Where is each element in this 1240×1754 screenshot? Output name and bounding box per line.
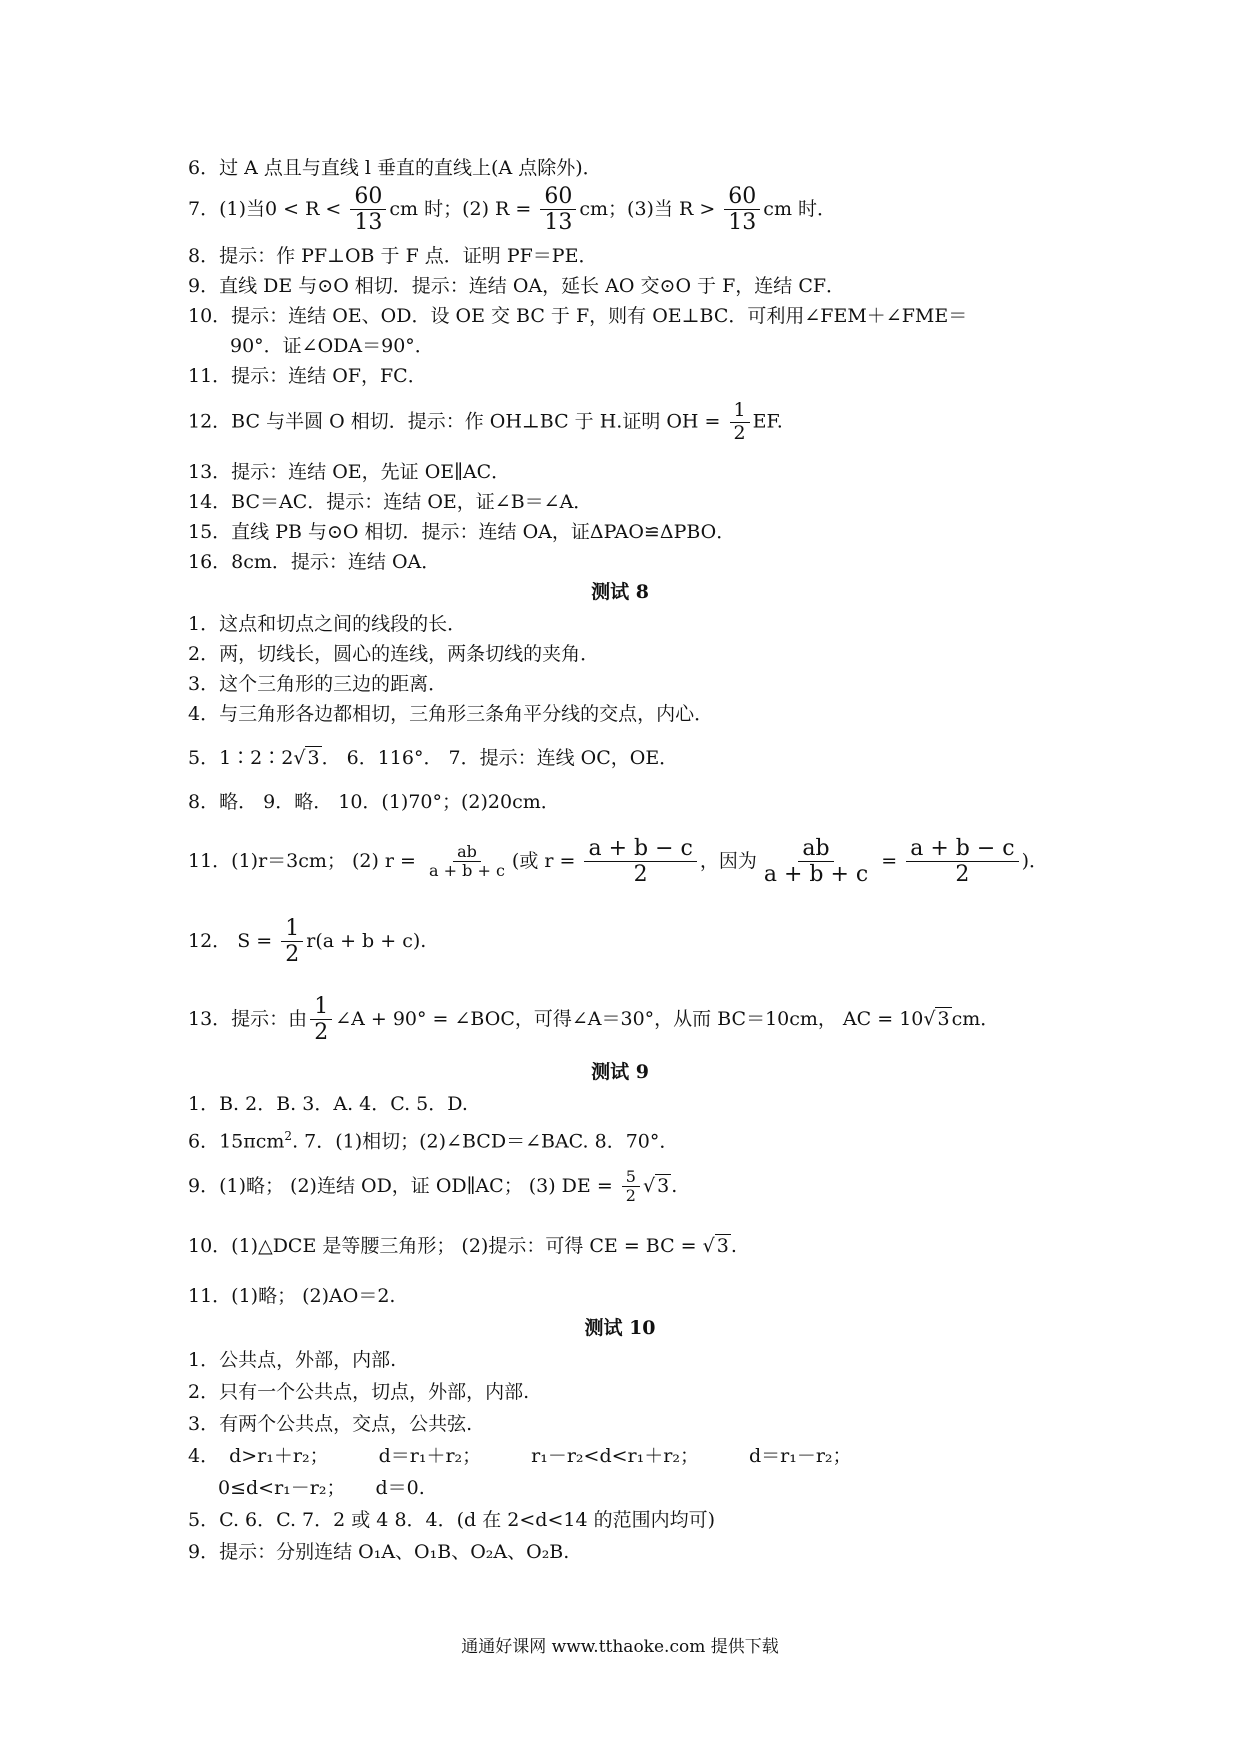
section-heading-test-10: 测试 10 bbox=[584, 1317, 656, 1339]
test8-item-13: 13．提示：由 $\frac{1}{2}$ ∠A + 90° = ∠BOC，可得∠A＝30°，从而 BC＝10cm， AC = 10√ 3 cm． bbox=[188, 994, 1000, 1046]
test8-item-8-10: 8．略． 9．略． 10．(1)70°；(2)20cm． bbox=[188, 791, 560, 813]
answer-item-13: 13．提示：连结 OE，先证 OE∥AC． bbox=[188, 461, 511, 483]
answer-item-11: 11．提示：连结 OF，FC． bbox=[188, 365, 427, 387]
answer-item-16: 16．8cm．提示：连结 OA． bbox=[188, 551, 441, 573]
answer-item-15: 15．直线 PB 与⊙O 相切．提示：连结 OA，证ΔPAO≌ΔPBO． bbox=[188, 521, 736, 543]
test10-item-5-8: 5．C. 6．C. 7．2 或 4 8．4．(d 在 2<d<14 的范围内均可) bbox=[188, 1509, 715, 1531]
section-heading-test-9: 测试 9 bbox=[591, 1061, 649, 1083]
section-heading-test-8: 测试 8 bbox=[591, 581, 649, 603]
test8-item-3: 3．这个三角形的三边的距离． bbox=[188, 673, 448, 695]
answer-item-10-cont: 90°．证∠ODA＝90°． bbox=[230, 335, 434, 357]
test9-item-11: 11．(1)略； (2)AO＝2. bbox=[188, 1285, 396, 1307]
test8-item-11: 11．(1)r＝3cm； (2) r = $\frac{ab}{a + b + c}$ (或 r = $\frac{a + b - c}{2}$ ，因为 $\frac{ab}{a + b + c}$ = $\frac{a + b - c}{2}$ )． bbox=[188, 836, 1049, 888]
test8-item-5-7: 5．1∶2∶2√ 3 ． 6．116°． 7．提示：连线 OC，OE． bbox=[188, 747, 679, 769]
answer-item-7: 7．(1)当0 < R < $\frac{60}{13}$ cm 时；(2) R = $\frac{60}{13}$ cm；(3)当 R > $\frac{60}{13}$ cm 时． bbox=[188, 184, 836, 236]
test10-item-4-cont: 0≤d<r₁－r₂； d＝0. bbox=[218, 1477, 425, 1499]
test8-item-2: 2．两，切线长，圆心的连线，两条切线的夹角． bbox=[188, 643, 600, 665]
test8-item-12: 12． S = $\frac{1}{2}$ r(a + b + c). bbox=[188, 916, 427, 968]
test8-item-1: 1．这点和切点之间的线段的长． bbox=[188, 613, 467, 635]
answer-item-10: 10．提示：连结 OE、OD．设 OE 交 BC 于 F，则有 OE⊥BC．可利用∠FEM＋∠FME＝ bbox=[188, 305, 968, 327]
test10-item-9: 9．提示：分别连结 O₁A、O₁B、O₂A、O₂B. bbox=[188, 1541, 570, 1563]
test8-item-4: 4．与三角形各边都相切，三角形三条角平分线的交点，内心． bbox=[188, 703, 714, 725]
answer-item-8: 8．提示：作 PF⊥OB 于 F 点．证明 PF＝PE． bbox=[188, 245, 598, 267]
answer-item-6: 6．过 A 点且与直线 l 垂直的直线上(A 点除外)． bbox=[188, 157, 602, 179]
page-footer: 通通好课网 www.tthaoke.com 提供下载 bbox=[461, 1637, 779, 1657]
test9-item-9: 9．(1)略； (2)连结 OD，证 OD∥AC； (3) DE = $\frac{5}{2}$ √ 3 . bbox=[188, 1167, 678, 1206]
answer-item-14: 14．BC＝AC．提示：连结 OE，证∠B＝∠A． bbox=[188, 491, 593, 513]
test10-item-2: 2．只有一个公共点，切点，外部，内部. bbox=[188, 1381, 530, 1403]
test10-item-1: 1．公共点，外部，内部. bbox=[188, 1349, 397, 1371]
answer-item-9: 9．直线 DE 与⊙O 相切．提示：连结 OA，延长 AO 交⊙O 于 F，连结 CF． bbox=[188, 275, 846, 297]
test10-item-3: 3．有两个公共点，交点，公共弦. bbox=[188, 1413, 473, 1435]
test9-item-6-8: 6．15πcm$^2$. 7．(1)相切；(2)∠BCD＝∠BAC. 8．70°． bbox=[188, 1129, 679, 1153]
test9-item-1-5: 1．B. 2．B. 3．A. 4．C. 5．D. bbox=[188, 1093, 468, 1115]
answer-item-12: 12．BC 与半圆 O 相切．提示：作 OH⊥BC 于 H.证明 OH = $\frac{1}{2}$ EF. bbox=[188, 399, 783, 444]
test9-item-10: 10．(1)△DCE 是等腰三角形； (2)提示：可得 CE = BC = √ 3 . bbox=[188, 1235, 737, 1257]
test10-item-4: 4． d>r₁＋r₂； d＝r₁＋r₂； r₁－r₂<d<r₁＋r₂； d＝r₁－r₂； bbox=[188, 1445, 852, 1467]
